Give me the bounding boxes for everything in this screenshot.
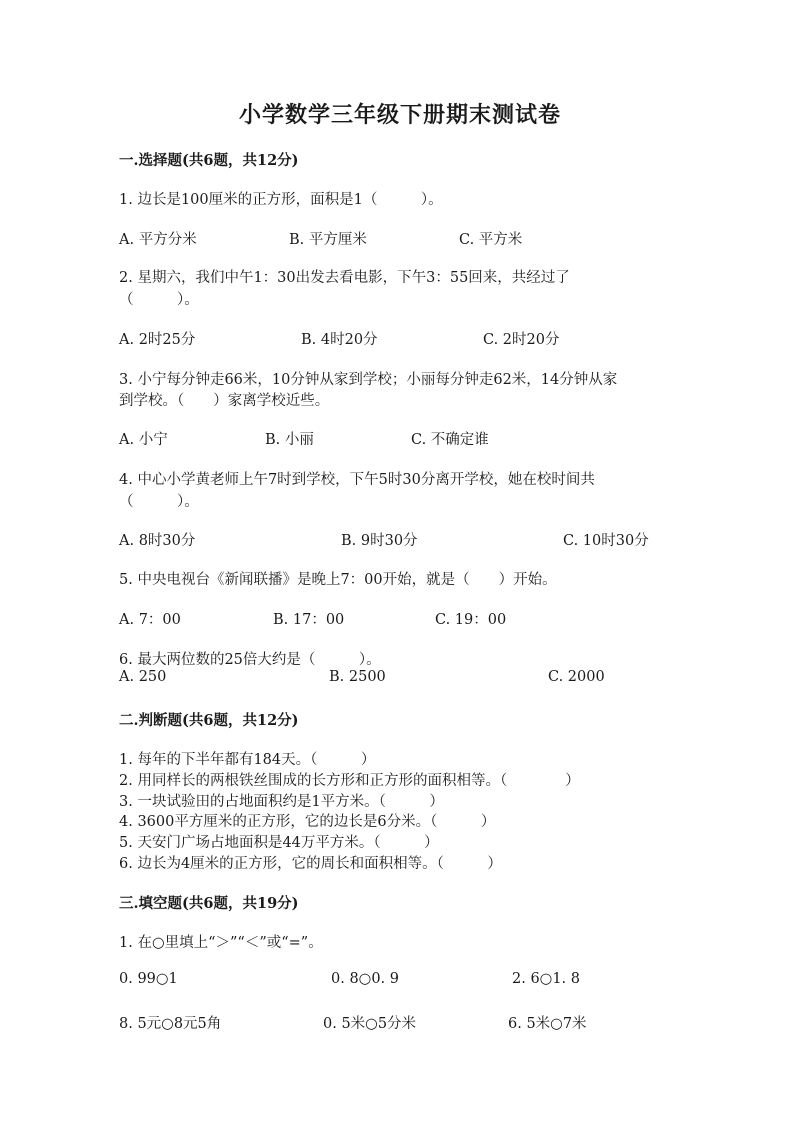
- option-b: B. 9时30分: [341, 533, 418, 549]
- question-line: （ ）。: [119, 292, 199, 308]
- section-heading-judgement: 二.判断题(共6题，共12分): [119, 712, 299, 729]
- option-a: A. 平方分米: [119, 232, 197, 248]
- compare-item: 6. 5米○7米: [508, 1016, 587, 1032]
- question-line: 5. 中央电视台《新闻联播》是晚上7：00开始，就是（ ）开始。: [119, 572, 557, 588]
- section-heading-choice: 一.选择题(共6题，共12分): [119, 152, 299, 169]
- question-line: 6. 最大两位数的25倍大约是（ ）。: [119, 652, 381, 668]
- question-line: 到学校。（ ）家离学校近些。: [119, 393, 330, 409]
- judgement-item: 1. 每年的下半年都有184天。（ ）: [119, 752, 376, 768]
- option-a: A. 2时25分: [119, 332, 196, 348]
- option-c: C. 10时30分: [563, 533, 649, 549]
- question-line: （ ）。: [119, 494, 199, 510]
- question-line: 4. 中心小学黄老师上午7时到学校，下午5时30分离开学校，她在校时间共: [119, 472, 595, 488]
- option-b: B. 小丽: [265, 432, 314, 448]
- option-c: C. 不确定谁: [411, 432, 489, 448]
- option-c: C. 19：00: [435, 612, 507, 628]
- judgement-item: 5. 天安门广场占地面积是44万平方米。（ ）: [119, 835, 439, 851]
- option-a: A. 250: [119, 669, 167, 685]
- option-c: C. 2000: [548, 669, 605, 685]
- question-line: 1. 在○里填上“＞”“＜”或“=”。: [119, 935, 323, 951]
- page-title: 小学数学三年级下册期末测试卷: [238, 102, 561, 128]
- compare-item: 8. 5元○8元5角: [119, 1016, 222, 1032]
- compare-item: 0. 5米○5分米: [323, 1016, 417, 1032]
- option-a: A. 8时30分: [119, 533, 196, 549]
- option-b: B. 平方厘米: [289, 232, 367, 248]
- option-a: A. 小宁: [119, 432, 168, 448]
- section-heading-fill-in: 三.填空题(共6题，共19分): [119, 895, 299, 912]
- option-b: B. 2500: [329, 669, 386, 685]
- option-b: B. 4时20分: [301, 332, 378, 348]
- option-a: A. 7：00: [119, 612, 181, 628]
- judgement-item: 6. 边长为4厘米的正方形，它的周长和面积相等。（ ）: [119, 856, 502, 872]
- judgement-item: 3. 一块试验田的占地面积约是1平方米。（ ）: [119, 794, 444, 810]
- compare-item: 0. 8○0. 9: [331, 971, 399, 987]
- question-line: 1. 边长是100厘米的正方形，面积是1（ ）。: [119, 192, 443, 208]
- compare-item: 2. 6○1. 8: [512, 971, 580, 987]
- option-c: C. 平方米: [459, 232, 523, 248]
- compare-item: 0. 99○1: [119, 971, 178, 987]
- judgement-item: 2. 用同样长的两根铁丝围成的长方形和正方形的面积相等。（ ）: [119, 773, 580, 789]
- question-line: 3. 小宁每分钟走66米，10分钟从家到学校；小丽每分钟走62米，14分钟从家: [119, 372, 618, 388]
- option-b: B. 17：00: [273, 612, 345, 628]
- question-line: 2. 星期六，我们中午1：30出发去看电影，下午3：55回来，共经过了: [119, 270, 570, 286]
- option-c: C. 2时20分: [483, 332, 560, 348]
- judgement-item: 4. 3600平方厘米的正方形，它的边长是6分米。（ ）: [119, 814, 496, 830]
